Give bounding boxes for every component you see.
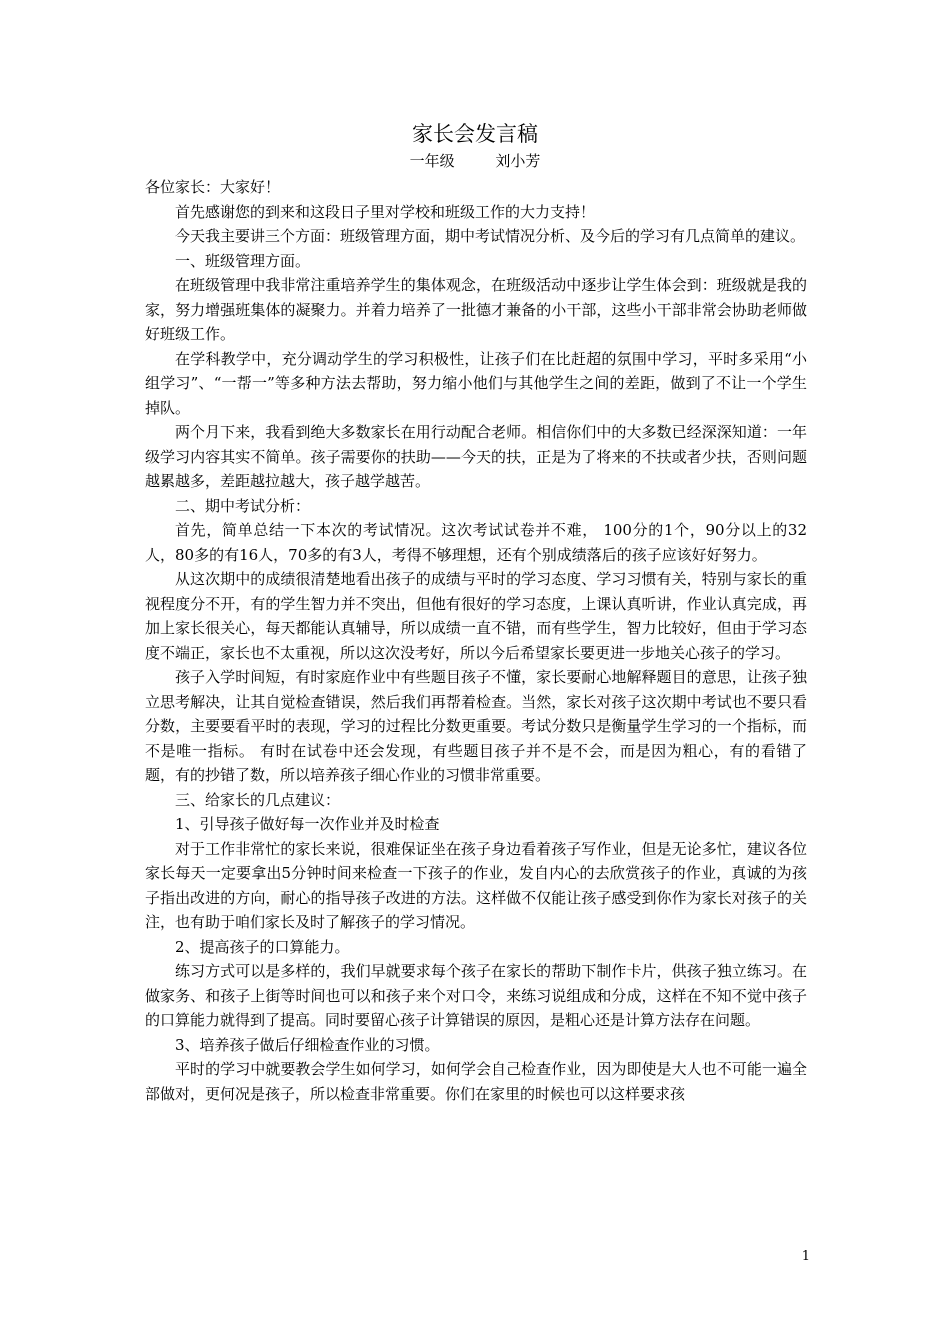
paragraph: 两个月下来，我看到绝大多数家长在用行动配合老师。相信你们中的大多数已经深深知道：一年级学习内容其实不简单。孩子需要你的扶助——今天的扶，正是为了将来的不扶或者少扶，否则问题越累越多，差距越拉越大，孩子越学越苦。 [145, 423, 807, 490]
section-heading: 三、给家长的几点建议： [175, 790, 341, 809]
paragraph: 从这次期中的成绩很清楚地看出孩子的成绩与平时的学习态度、学习习惯有关，特别与家长的重视程度分不开，有的学生智力并不突出，但他有很好的学习态度，上课认真听讲，作业认真完成，再加上家长很关心，每天都能认真辅导，所以成绩一直不错，而有些学生，智力比较好，但由于学习态度不端正，家长也不太重视，所以这次没考好，所以今后希望家长要更进一步地关心孩子的学习。 [145, 570, 807, 662]
paragraph: 在班级管理中我非常注重培养学生的集体观念，在班级活动中逐步让学生体会到：班级就是我的家，努力增强班集体的凝聚力。并着力培养了一批德才兼备的小干部，这些小干部非常会协助老师做好班级工作。 [145, 276, 807, 343]
byline [0, 150, 950, 172]
document-title: 家长会发言稿 [412, 122, 538, 146]
paragraph: 首先感谢您的到来和这段日子里对学校和班级工作的大力支持！ [175, 202, 596, 221]
paragraph: 对于工作非常忙的家长来说，很难保证坐在孩子身边看着孩子写作业，但是无论多忙，建议各位家长每天一定要拿出5分钟时间来检查一下孩子的作业，发自内心的去欣赏孩子的作业，真诚的为孩子指出改进的方向，耐心的指导孩子改进的方法。这样做不仅能让孩子感受到你作为家长对孩子的关注，也有助于咱们家长及时了解孩子的学习情况。 [145, 839, 807, 931]
paragraph: 平时的学习中就要教会学生如何学习，如何学会自己检查作业，因为即使是大人也不可能一遍全部做对，更何况是孩子，所以检查非常重要。你们在家里的时候也可以这样要求孩 [145, 1060, 807, 1103]
section-heading: 二、期中考试分析： [175, 496, 311, 515]
author-name: 刘小芳 [495, 152, 541, 170]
paragraph: 今天我主要讲三个方面：班级管理方面，期中考试情况分析、及今后的学习有几点简单的建议。 [175, 227, 806, 245]
grade-label: 一年级 [409, 152, 455, 170]
section-heading: 一、班级管理方面。 [175, 251, 311, 270]
subsection-heading: 3、培养孩子做后仔细检查作业的习惯。 [175, 1035, 440, 1054]
subsection-heading: 1、引导孩子做好每一次作业并及时检查 [175, 815, 440, 833]
subsection-heading: 2、提高孩子的口算能力。 [175, 937, 350, 956]
document-body [145, 175, 807, 1106]
paragraph: 在学科教学中，充分调动学生的学习积极性，让孩子们在比赶超的氛围中学习，平时多采用“小组学习”、“一帮一”等多种方法去帮助，努力缩小他们与其他学生之间的差距，做到了不让一个学生掉队。 [145, 349, 807, 417]
page-number: 1 [801, 1249, 810, 1264]
paragraph: 首先，简单总结一下本次的考试情况。这次考试试卷并不难， 100分的1个，90分以上的32人，80多的有16人，70多的有3人，考得不够理想，还有个别成绩落后的孩子应该好好努力。 [145, 521, 807, 564]
paragraph: 孩子入学时间短，有时家庭作业中有些题目孩子不懂，家长要耐心地解释题目的意思，让孩子独立思考解决，让其自觉检查错误，然后我们再帮着检查。当然，家长对孩子这次期中考试也不要只看分数，主要要看平时的表现，学习的过程比分数更重要。考试分数只是衡量学生学习的一个指标，而不是唯一指标。 有时在试卷中还会发现，有些题目孩子并不是不会，而是因为粗心，有的看错了题，有的抄错了数，所以培养孩子细心作业的习惯非常重要。 [145, 668, 807, 784]
paragraph: 练习方式可以是多样的，我们早就要求每个孩子在家长的帮助下制作卡片，供孩子独立练习。在做家务、和孩子上街等时间也可以和孩子来个对口令，来练习说组成和分成，这样在不知不觉中孩子的口算能力就得到了提高。同时要留心孩子计算错误的原因，是粗心还是计算方法存在问题。 [145, 962, 807, 1029]
paragraph: 各位家长：大家好！ [145, 178, 281, 196]
